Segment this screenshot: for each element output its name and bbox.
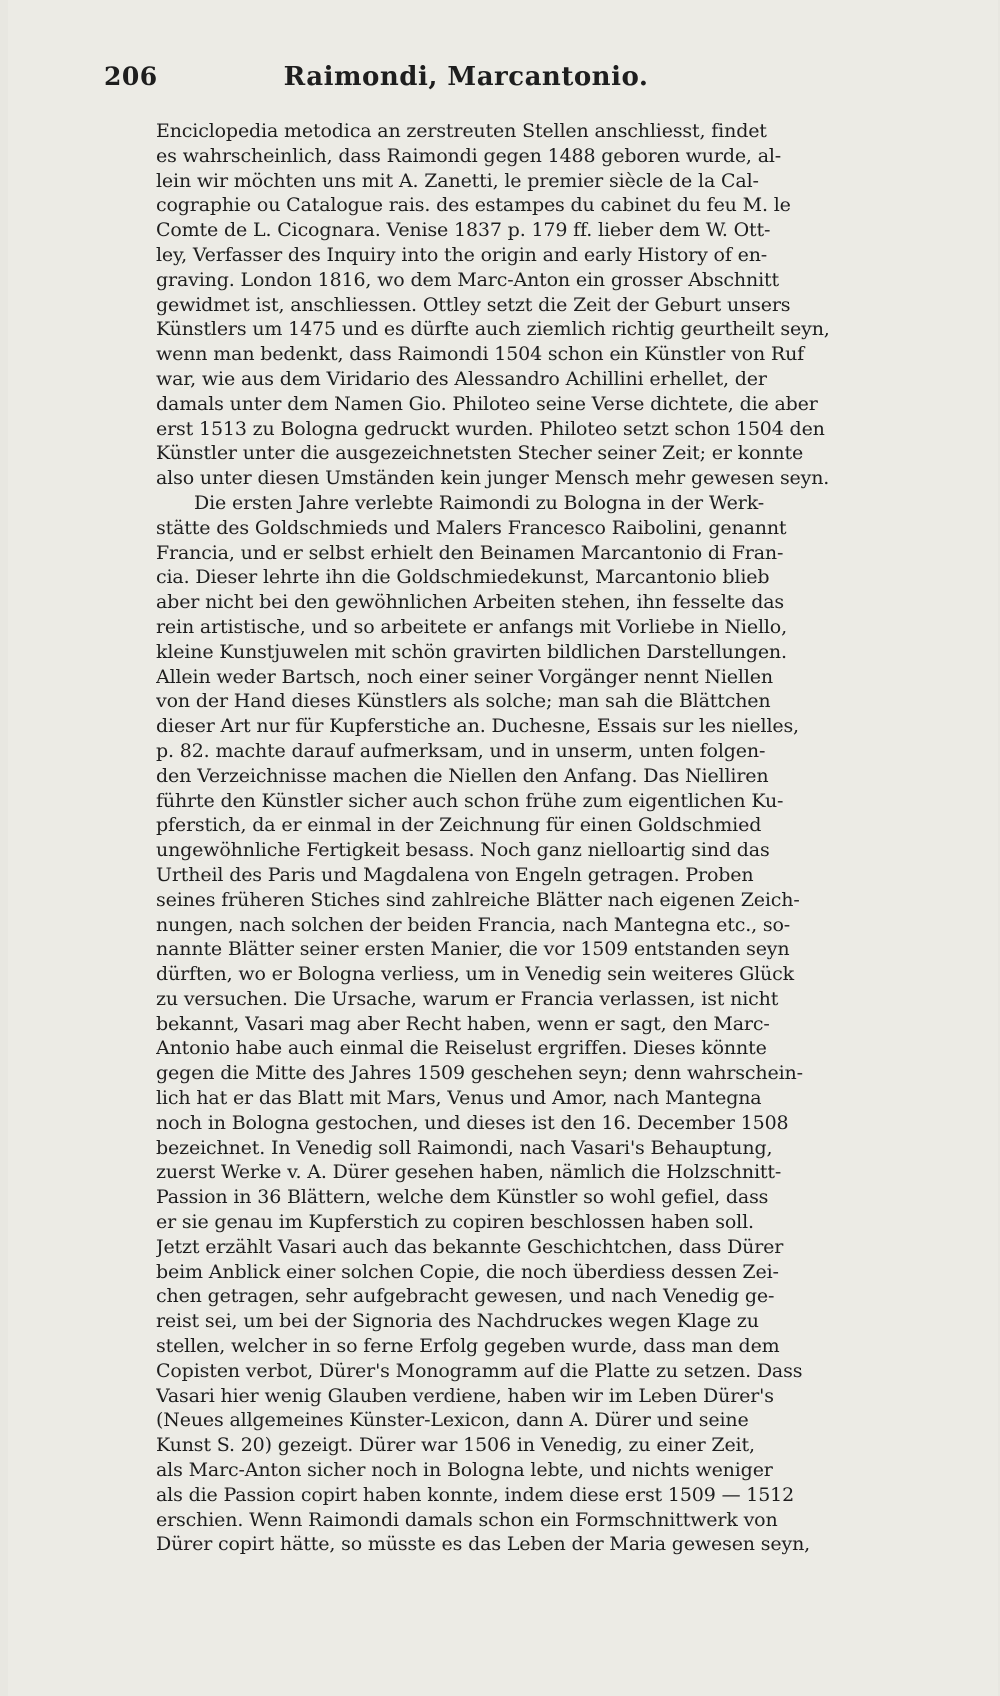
text-line: Vasari hier wenig Glauben verdiene, haben wir im Leben Dürer's	[156, 1384, 774, 1407]
text-line: bezeichnet. In Venedig soll Raimondi, nach Vasari's Behauptung,	[156, 1136, 773, 1159]
text-line: stellen, welcher in so ferne Erfolg gegeben wurde, dass man dem	[156, 1335, 780, 1358]
text-line: cia. Dieser lehrte ihn die Goldschmiedekunst, Marcantonio blieb	[156, 566, 770, 589]
text-line: zu versuchen. Die Ursache, warum er Francia verlassen, ist nicht	[156, 987, 779, 1010]
text-line: aber nicht bei den gewöhnlichen Arbeiten stehen, ihn fesselte das	[156, 591, 785, 614]
text-line: kleine Kunstjuwelen mit schön gravirten bildlichen Darstellungen.	[156, 640, 787, 663]
text-line: nungen, nach solchen der beiden Francia, nach Mantegna etc., so-	[156, 913, 791, 936]
text-line: cographie ou Catalogue rais. des estampes du cabinet du feu M. le	[156, 194, 791, 217]
text-line: gegen die Mitte des Jahres 1509 geschehen seyn; denn wahrschein-	[156, 1062, 803, 1085]
text-line: seines früheren Stiches sind zahlreiche Blätter nach eigenen Zeich-	[156, 888, 800, 911]
text-line: Jetzt erzählt Vasari auch das bekannte Geschichtchen, dass Dürer	[156, 1235, 784, 1258]
text-line: bekannt, Vasari mag aber Recht haben, wenn er sagt, den Marc-	[156, 1012, 770, 1035]
text-line: als die Passion copirt haben konnte, indem diese erst 1509 — 1512	[156, 1483, 795, 1506]
text-line: dieser Art nur für Kupferstiche an. Duchesne, Essais sur les nielles,	[156, 715, 799, 738]
text-line: Urtheil des Paris und Magdalena von Engeln getragen. Proben	[156, 863, 754, 886]
text-line: p. 82. machte darauf aufmerksam, und in unserm, unten folgen-	[156, 739, 766, 762]
text-line: lein wir möchten uns mit A. Zanetti, le premier siècle de la Cal-	[156, 169, 759, 192]
text-line: Francia, und er selbst erhielt den Beinamen Marcantonio di Fran-	[156, 541, 784, 564]
text-line: dürften, wo er Bologna verliess, um in Venedig sein weiteres Glück	[156, 963, 795, 986]
text-line: pferstich, da er einmal in der Zeichnung für einen Goldschmied	[156, 814, 762, 837]
text-line: Kunst S. 20) gezeigt. Dürer war 1506 in Venedig, zu einer Zeit,	[156, 1434, 755, 1457]
text-line: Die ersten Jahre verlebte Raimondi zu Bologna in der Werk-	[194, 491, 765, 514]
text-line: zuerst Werke v. A. Dürer gesehen haben, nämlich die Holzschnitt-	[156, 1161, 782, 1184]
text-line: von der Hand dieses Künstlers als solche; man sah die Blättchen	[156, 690, 771, 713]
book-page	[8, 0, 998, 1696]
text-line: ley, Verfasser des Inquiry into the origin and early History of en-	[156, 243, 768, 266]
text-line: Künstlers um 1475 und es dürfte auch ziemlich richtig geurtheilt seyn,	[156, 318, 830, 341]
text-line: Passion in 36 Blättern, welche dem Künstler so wohl gefiel, dass	[156, 1186, 769, 1209]
text-line: erst 1513 zu Bologna gedruckt wurden. Philoteo setzt schon 1504 den	[156, 417, 825, 440]
text-line: (Neues allgemeines Künster-Lexicon, dann A. Dürer und seine	[156, 1409, 749, 1432]
page-number: 206	[104, 62, 158, 91]
text-line: wenn man bedenkt, dass Raimondi 1504 schon ein Künstler von Ruf	[156, 343, 805, 366]
text-line: also unter diesen Umständen kein junger Mensch mehr gewesen seyn.	[156, 467, 830, 490]
text-line: führte den Künstler sicher auch schon frühe zum eigentlichen Ku-	[156, 789, 784, 812]
text-line: Künstler unter die ausgezeichnetsten Stecher seiner Zeit; er konnte	[156, 442, 804, 465]
text-line: erschien. Wenn Raimondi damals schon ein Formschnittwerk von	[156, 1508, 778, 1531]
text-line: noch in Bologna gestochen, und dieses ist den 16. December 1508	[156, 1111, 789, 1134]
text-line: gewidmet ist, anschliessen. Ottley setzt die Zeit der Geburt unsers	[156, 293, 791, 316]
body-text	[156, 119, 941, 1557]
text-line: den Verzeichnisse machen die Niellen den Anfang. Das Nielliren	[156, 764, 769, 787]
text-line: lich hat er das Blatt mit Mars, Venus und Amor, nach Mantegna	[156, 1087, 762, 1110]
text-line: Allein weder Bartsch, noch einer seiner Vorgänger nennt Niellen	[156, 665, 773, 688]
text-line: reist sei, um bei der Signoria des Nachdruckes wegen Klage zu	[156, 1310, 759, 1333]
text-line: damals unter dem Namen Gio. Philoteo seine Verse dichtete, die aber	[156, 392, 818, 415]
text-line: chen getragen, sehr aufgebracht gewesen, und nach Venedig ge-	[156, 1285, 775, 1308]
page-header	[104, 62, 948, 92]
text-line: er sie genau im Kupferstich zu copiren beschlossen haben soll.	[156, 1211, 754, 1234]
text-line: nannte Blätter seiner ersten Manier, die vor 1509 entstanden seyn	[156, 938, 790, 961]
text-line: war, wie aus dem Viridario des Alessandro Achillini erhellet, der	[156, 367, 767, 390]
text-line: stätte des Goldschmieds und Malers Francesco Raibolini, genannt	[156, 516, 787, 539]
text-line: beim Anblick einer solchen Copie, die noch überdiess dessen Zei-	[156, 1260, 779, 1283]
text-line: Comte de L. Cicognara. Venise 1837 p. 179 ff. lieber dem W. Ott-	[156, 219, 771, 242]
text-line: Enciclopedia metodica an zerstreuten Stellen anschliesst, findet	[156, 120, 767, 142]
text-line: rein artistische, und so arbeitete er anfangs mit Vorliebe in Niello,	[156, 615, 787, 638]
text-line: Dürer copirt hätte, so müsste es das Leben der Maria gewesen seyn,	[156, 1533, 811, 1556]
text-line: als Marc-Anton sicher noch in Bologna lebte, und nichts weniger	[156, 1459, 773, 1482]
text-line: es wahrscheinlich, dass Raimondi gegen 1488 geboren wurde, al-	[156, 144, 782, 167]
text-line: ungewöhnliche Fertigkeit besass. Noch ganz nielloartig sind das	[156, 839, 770, 862]
text-line: Copisten verbot, Dürer's Monogramm auf die Platte zu setzen. Dass	[156, 1359, 803, 1382]
running-title: Raimondi, Marcantonio.	[283, 62, 649, 92]
text-line: Antonio habe auch einmal die Reiselust ergriffen. Dieses könnte	[156, 1037, 767, 1060]
text-line: graving. London 1816, wo dem Marc-Anton ein grosser Abschnitt	[156, 268, 779, 291]
